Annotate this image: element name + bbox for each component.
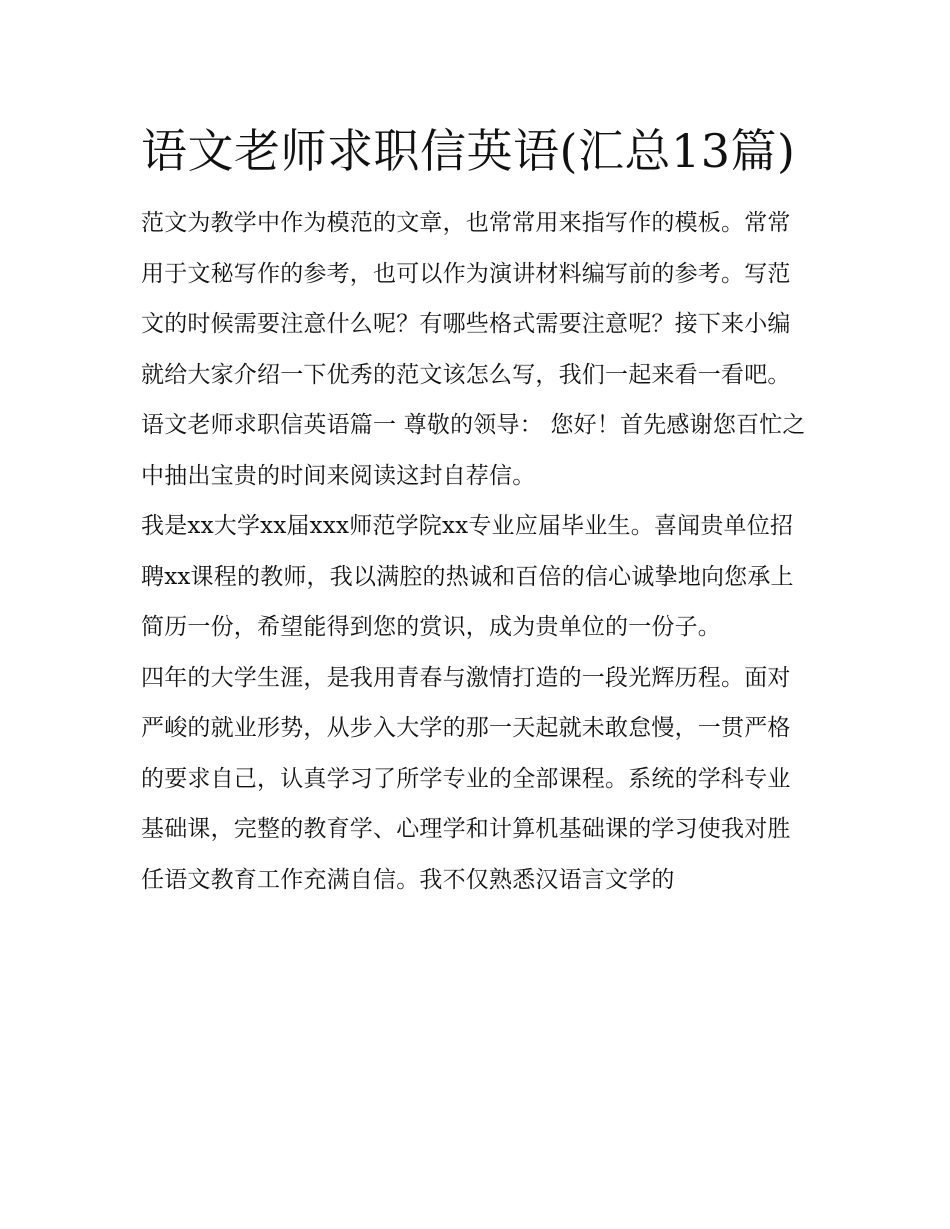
document-body bbox=[141, 112, 811, 905]
document-title: 语文老师求职信英语(汇总13篇) bbox=[141, 124, 796, 178]
paragraph-greeting: 语文老师求职信英语篇一 尊敬的领导： 您好！首先感谢您百忙之中抽出宝贵的时间来阅读这封自荐信。 bbox=[141, 412, 806, 489]
paragraph-intro: 范文为教学中作为模范的文章，也常常用来指写作的模板。常常用于文秘写作的参考，也可以作为演讲材料编写前的参考。写范文的时候需要注意什么呢？有哪些格式需要注意呢？接下来小编就给大家介绍一下优秀的范文该怎么写，我们一起来看一看吧。 bbox=[141, 210, 791, 388]
paragraph-university-experience: 四年的大学生涯，是我用青春与激情打造的一段光辉历程。面对严峻的就业形势，从步入大学的那一天起就未敢怠慢，一贯严格的要求自己，认真学习了所学专业的全部课程。系统的学科专业基础课，完整的教育学、心理学和计算机基础课的学习使我对胜任语文教育工作充满自信。我不仅熟悉汉语言文学的 bbox=[141, 664, 791, 893]
paragraph-self-introduction: 我是xx大学xx届xxx师范学院xx专业应届毕业生。喜闻贵单位招聘xx课程的教师，我以满腔的热诚和百倍的信心诚挚地向您承上简历一份，希望能得到您的赏识，成为贵单位的一份子。 bbox=[141, 513, 794, 640]
